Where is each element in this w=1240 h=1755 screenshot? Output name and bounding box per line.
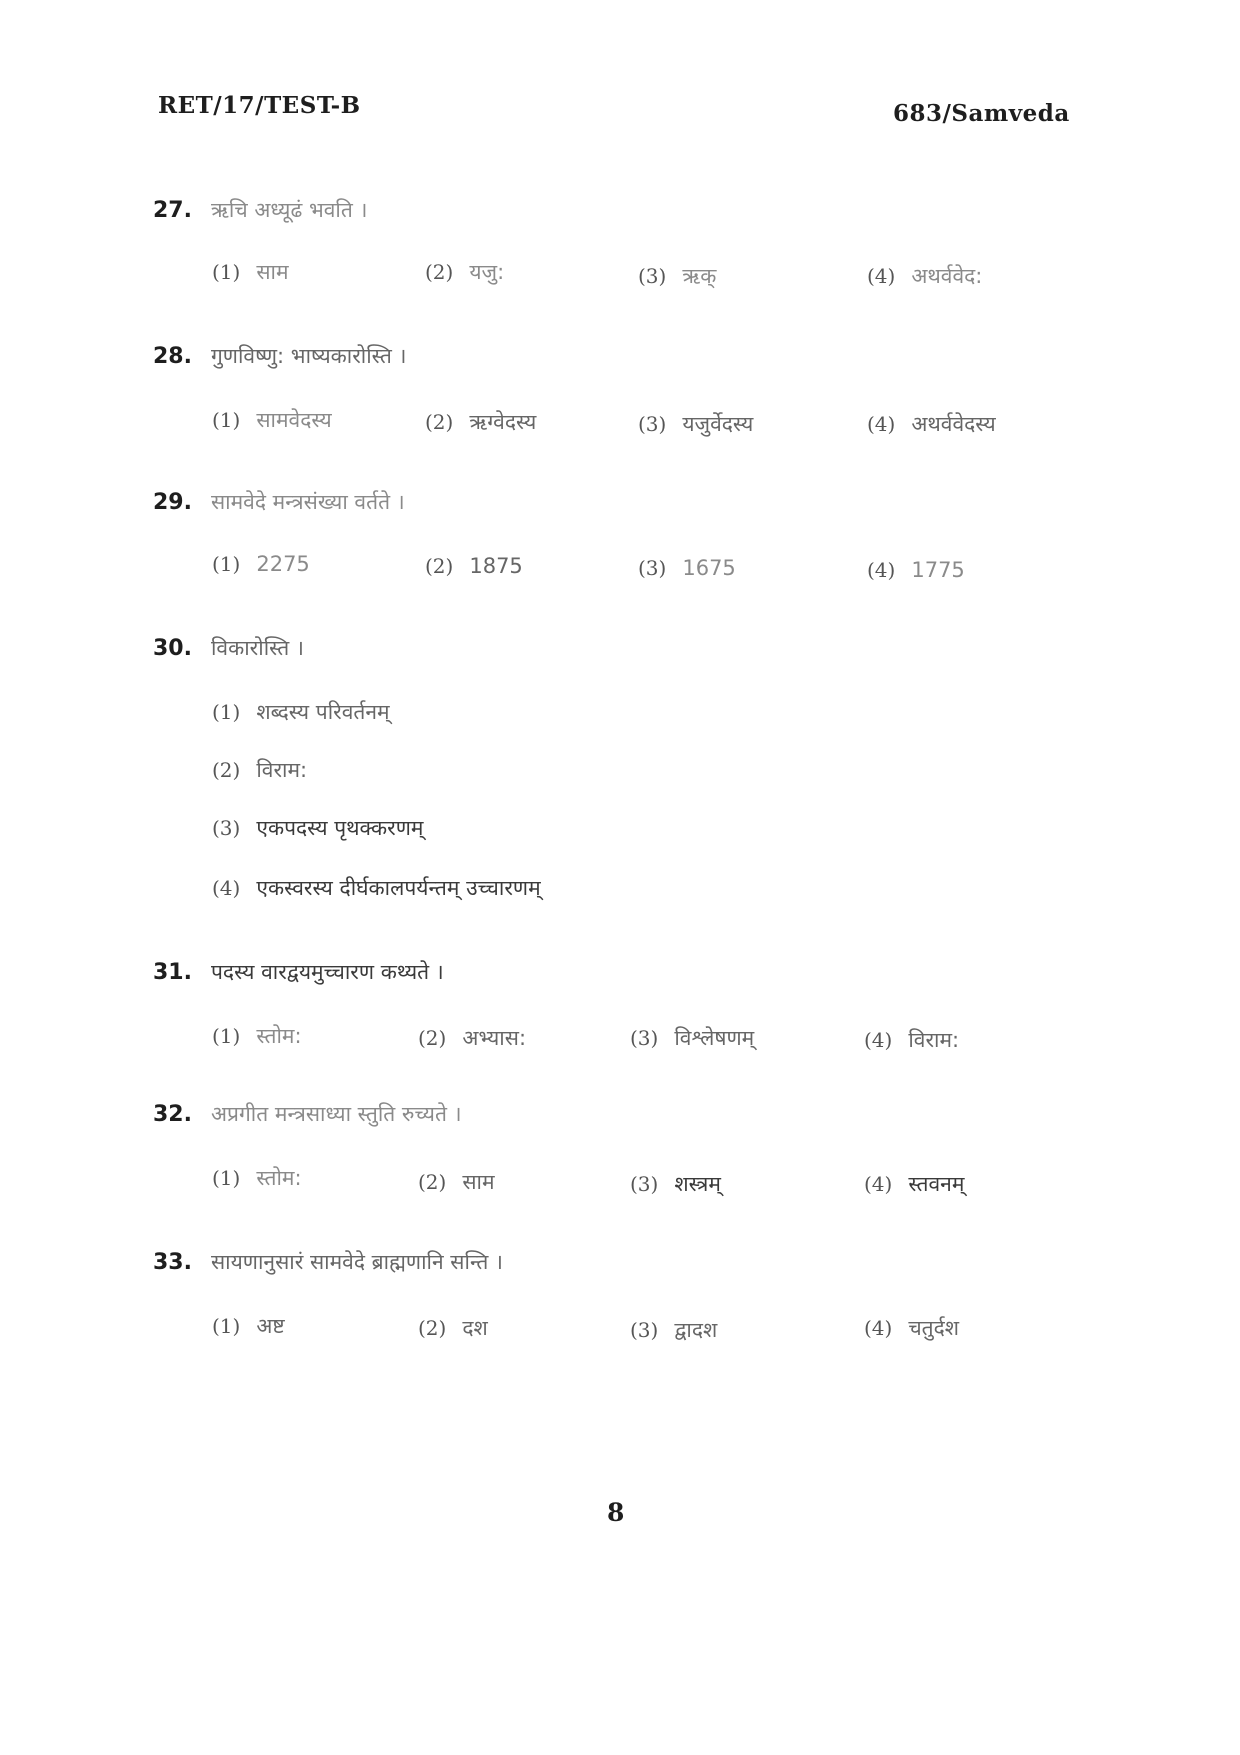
question-number: 33. [153, 1250, 192, 1275]
q29-option-1 [212, 552, 310, 576]
option-number: (1) [212, 1024, 241, 1048]
option-text: 1775 [911, 558, 965, 582]
option-text: यजुर्वेदस्य [682, 412, 754, 436]
question-number: 27. [153, 198, 192, 223]
option-number: (3) [630, 1318, 659, 1342]
q29-option-2 [425, 554, 523, 578]
question-number: 28. [153, 344, 192, 369]
option-text: अष्ट [256, 1314, 285, 1338]
q31-option-1 [212, 1022, 302, 1050]
question-number: 30. [153, 636, 192, 661]
q28-option-2 [425, 408, 536, 436]
q33-option-2 [418, 1314, 488, 1342]
option-text: 2275 [256, 552, 310, 576]
q27-option-2 [425, 258, 504, 286]
option-text: ऋग्वेदस्य [469, 410, 537, 434]
question-31 [153, 958, 444, 986]
question-28 [153, 342, 406, 370]
option-number: (4) [864, 1316, 893, 1340]
question-text: ऋचि अध्यूढं भवति । [210, 198, 368, 222]
question-33 [153, 1248, 503, 1276]
option-number: (3) [638, 556, 667, 580]
q27-option-4 [867, 262, 982, 290]
option-text: सामवेदस्य [256, 408, 332, 432]
option-number: (4) [867, 264, 896, 288]
question-32 [153, 1100, 462, 1128]
exam-code: RET/17/TEST-B [158, 92, 361, 119]
question-number: 29. [153, 490, 192, 515]
option-number: (4) [867, 412, 896, 436]
q33-option-4 [864, 1314, 959, 1342]
option-text: साम [256, 260, 289, 284]
q29-option-4 [867, 558, 965, 582]
option-number: (2) [418, 1026, 447, 1050]
option-number: (2) [212, 758, 241, 782]
q32-option-3 [630, 1170, 721, 1198]
q31-option-2 [418, 1024, 526, 1052]
q31-option-4 [864, 1026, 959, 1054]
q30-option-3 [212, 814, 423, 842]
option-number: (3) [630, 1026, 659, 1050]
option-number: (4) [864, 1172, 893, 1196]
question-27 [153, 196, 367, 224]
option-text: यजु: [469, 260, 505, 284]
option-text: चतुर्दश [908, 1316, 960, 1340]
q29-option-3 [638, 556, 736, 580]
option-number: (2) [425, 554, 454, 578]
option-text: ऋक् [682, 264, 717, 288]
option-text: अथर्ववेद: [911, 264, 983, 288]
q31-option-3 [630, 1024, 754, 1052]
q33-option-3 [630, 1316, 717, 1344]
option-number: (4) [867, 558, 896, 582]
q32-option-2 [418, 1168, 495, 1196]
option-text: 1875 [469, 554, 523, 578]
option-number: (3) [630, 1172, 659, 1196]
paper-subject: 683/Samveda [893, 100, 1070, 127]
option-text: शस्त्रम् [674, 1172, 721, 1196]
option-text: विराम: [256, 758, 308, 782]
option-number: (3) [638, 264, 667, 288]
question-text: सायणानुसारं सामवेदे ब्राह्मणानि सन्ति । [210, 1250, 504, 1274]
option-number: (1) [212, 260, 241, 284]
option-text: स्तोम: [256, 1024, 302, 1048]
q30-option-4 [212, 874, 541, 902]
q30-option-1 [212, 698, 390, 726]
option-number: (2) [425, 410, 454, 434]
option-text: विश्लेषणम् [674, 1026, 755, 1050]
option-number: (1) [212, 408, 241, 432]
option-text: साम [462, 1170, 495, 1194]
question-29 [153, 488, 405, 516]
q28-option-4 [867, 410, 996, 438]
q32-option-4 [864, 1170, 964, 1198]
option-number: (1) [212, 552, 241, 576]
q27-option-1 [212, 258, 289, 286]
option-text: अथर्ववेदस्य [911, 412, 996, 436]
question-number: 31. [153, 960, 192, 985]
option-text: स्तोम: [256, 1166, 302, 1190]
option-text: दश [462, 1316, 488, 1340]
option-number: (1) [212, 700, 241, 724]
option-number: (1) [212, 1314, 241, 1338]
question-text: सामवेदे मन्त्रसंख्या वर्तते । [210, 490, 405, 514]
option-number: (2) [418, 1170, 447, 1194]
option-number: (3) [638, 412, 667, 436]
question-text: पदस्य वारद्वयमुच्चारण कथ्यते । [210, 960, 444, 984]
q27-option-3 [638, 262, 716, 290]
option-number: (2) [418, 1316, 447, 1340]
option-text: विराम: [908, 1028, 960, 1052]
question-text: गुणविष्णु: भाष्यकारोस्ति । [210, 344, 407, 368]
option-text: 1675 [682, 556, 736, 580]
q28-option-3 [638, 410, 753, 438]
question-30 [153, 634, 304, 662]
q28-option-1 [212, 406, 332, 434]
question-text: अप्रगीत मन्त्रसाध्या स्तुति रुच्यते । [210, 1102, 462, 1126]
option-number: (2) [425, 260, 454, 284]
question-number: 32. [153, 1102, 192, 1127]
option-text: शब्दस्य परिवर्तनम् [256, 700, 390, 724]
option-text: एकपदस्य पृथक्करणम् [256, 816, 424, 840]
option-number: (1) [212, 1166, 241, 1190]
option-number: (4) [212, 876, 241, 900]
question-text: विकारोस्ति । [210, 636, 304, 660]
option-number: (3) [212, 816, 241, 840]
option-text: द्वादश [674, 1318, 718, 1342]
q30-option-2 [212, 756, 307, 784]
option-text: स्तवनम् [908, 1172, 965, 1196]
option-text: अभ्यास: [462, 1026, 527, 1050]
q33-option-1 [212, 1312, 285, 1340]
option-number: (4) [864, 1028, 893, 1052]
option-text: एकस्वरस्य दीर्घकालपर्यन्तम् उच्चारणम् [256, 876, 541, 900]
page-number: 8 [607, 1498, 625, 1527]
q32-option-1 [212, 1164, 302, 1192]
